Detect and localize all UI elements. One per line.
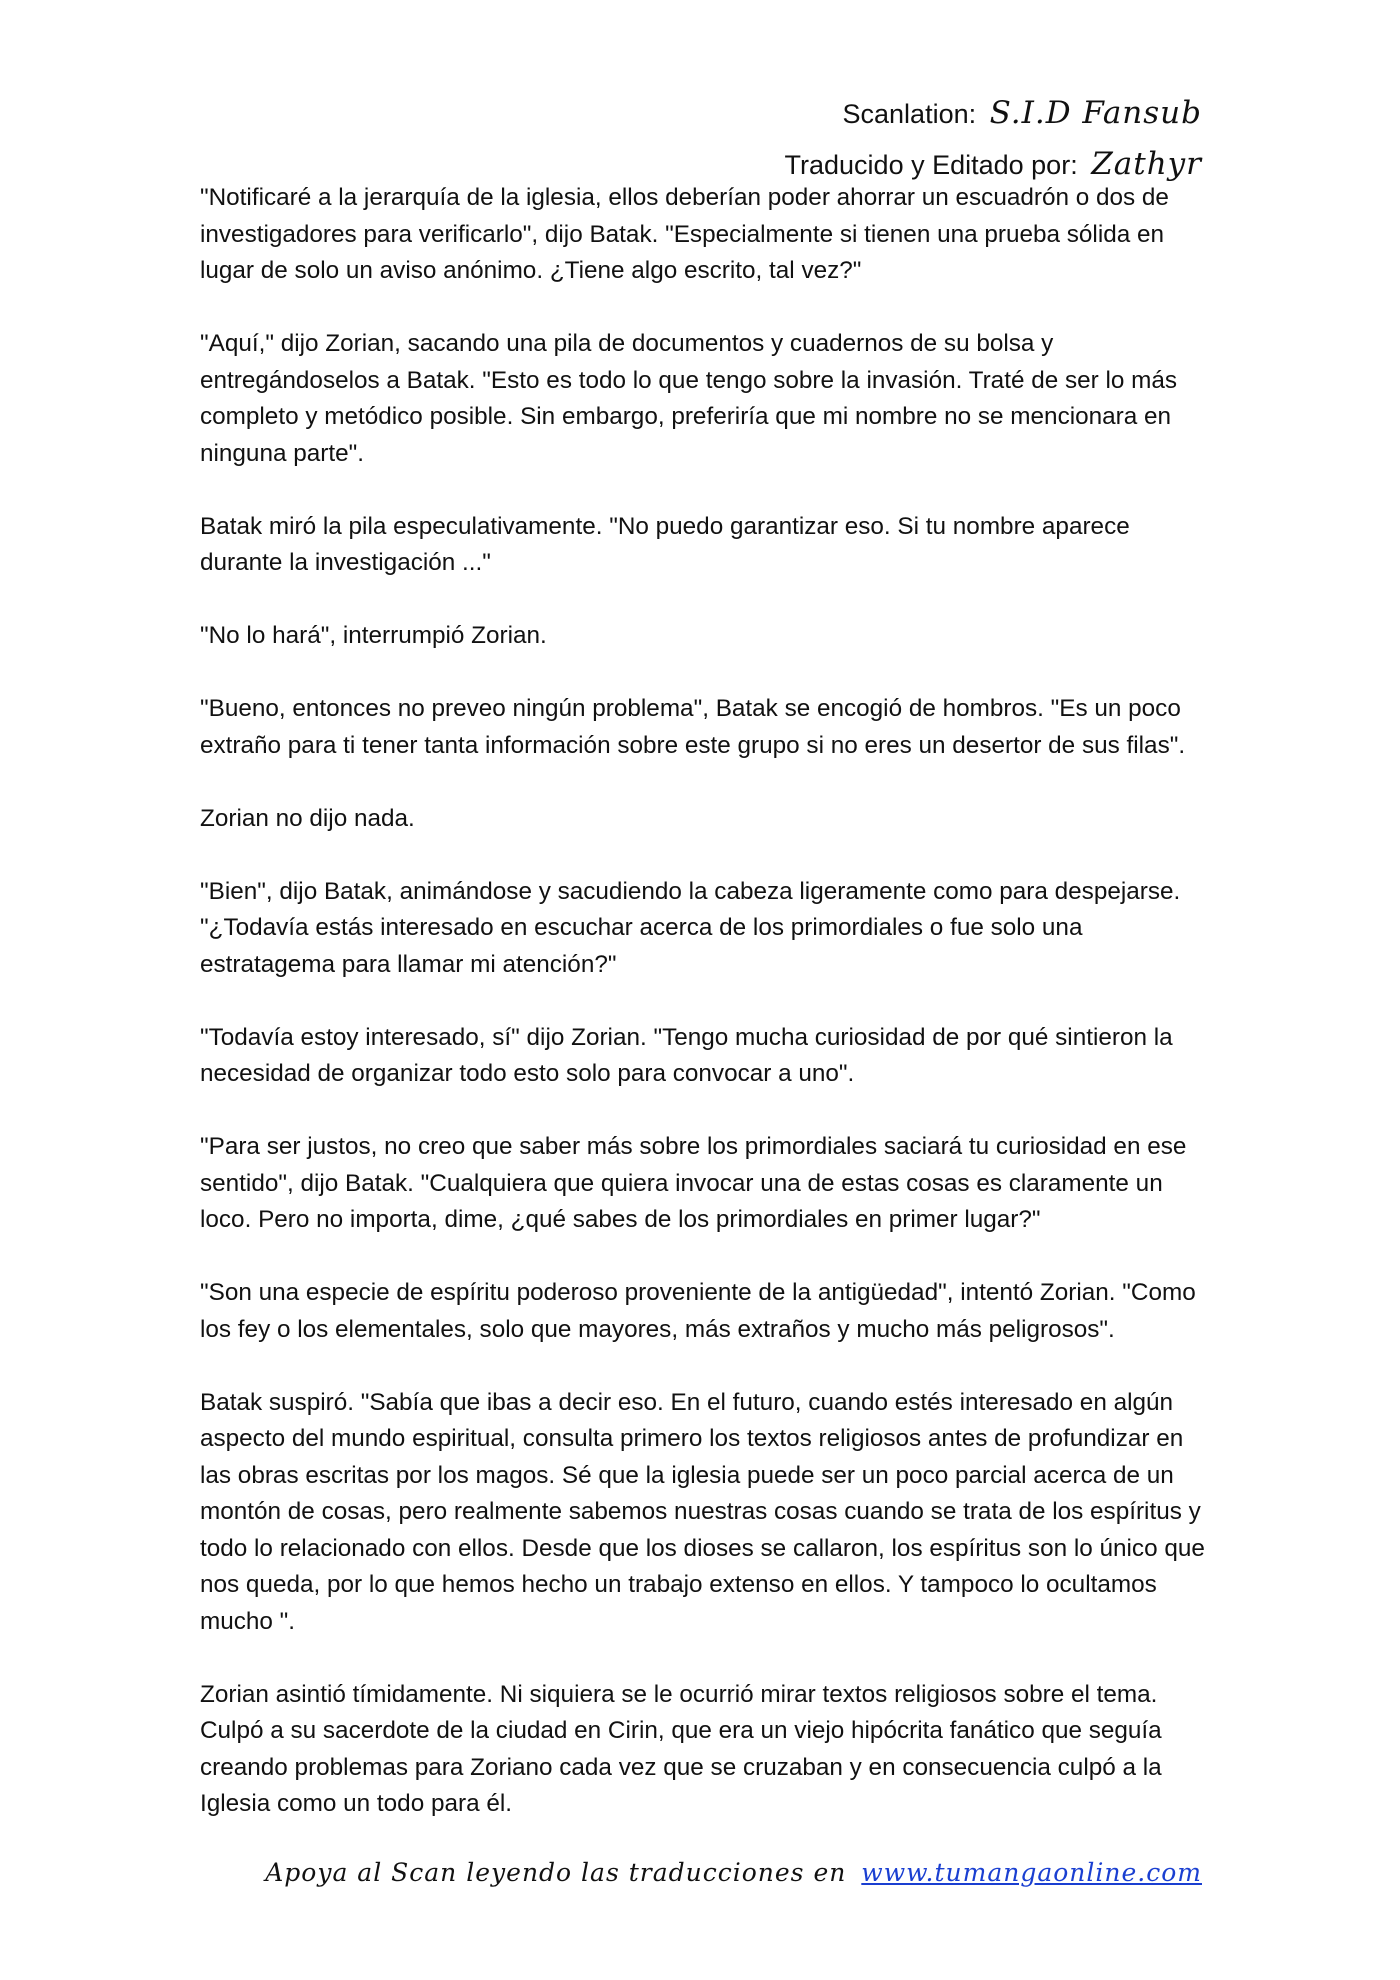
paragraph: "No lo hará", interrumpió Zorian. bbox=[200, 622, 547, 649]
footer bbox=[265, 1858, 1202, 1887]
translator-label: Traducido y Editado por: bbox=[784, 150, 1078, 180]
translator-name: Zathyr bbox=[1091, 146, 1202, 182]
paragraph: "Son una especie de espíritu poderoso proveniente de la antigüedad", intentó Zorian. "Como los fey o los elementales, solo que mayores, más extraños y mucho más peligrosos". bbox=[200, 1279, 1196, 1343]
paragraph: "Notificaré a la jerarquía de la iglesia, ellos deberían poder ahorrar un escuadrón o dos de investigadores para verificarlo", dijo Batak. "Especialmente si tienen una prueba sólida en lugar de solo un aviso anónimo. ¿Tiene algo escrito, tal vez?" bbox=[200, 184, 1169, 284]
footer-text: Apoya al Scan leyendo las traducciones en bbox=[265, 1858, 847, 1887]
footer-link[interactable]: www.tumangaonline.com bbox=[861, 1858, 1202, 1887]
paragraph: "Aquí," dijo Zorian, sacando una pila de documentos y cuadernos de su bolsa y entregándoselos a Batak. "Esto es todo lo que tengo sobre la invasión. Traté de ser lo más completo y metódico posible. Sin embargo, preferiría que mi nombre no se mencionara en ninguna parte". bbox=[200, 330, 1178, 467]
paragraph: Zorian no dijo nada. bbox=[200, 804, 415, 832]
credits-header bbox=[785, 88, 1202, 190]
document-body bbox=[200, 180, 1205, 1859]
scanlation-credit bbox=[785, 88, 1202, 139]
paragraph: Batak miró la pila especulativamente. "No puedo garantizar eso. Si tu nombre aparece durante la investigación ..." bbox=[200, 512, 1130, 576]
paragraph: "Bueno, entonces no preveo ningún problema", Batak se encogió de hombros. "Es un poco extraño para ti tener tanta información sobre este grupo si no eres un desertor de sus filas". bbox=[200, 695, 1186, 759]
paragraph: "Todavía estoy interesado, sí" dijo Zorian. "Tengo mucha curiosidad de por qué sintieron la necesidad de organizar todo esto solo para convocar a uno". bbox=[200, 1023, 1173, 1087]
paragraph: "Para ser justos, no creo que saber más sobre los primordiales saciará tu curiosidad en ese sentido", dijo Batak. "Cualquiera que quiera invocar una de estas cosas es claramente un loco. Pero no importa, dime, ¿qué sabes de los primordiales en primer lugar?" bbox=[200, 1133, 1187, 1233]
paragraph: Batak suspiró. "Sabía que ibas a decir eso. En el futuro, cuando estés interesado en algún aspecto del mundo espiritual, consulta primero los textos religiosos antes de profundizar en las obras escritas por los magos. Sé que la iglesia puede ser un poco parcial acerca de un montón de cosas, pero realmente sabemos nuestras cosas cuando se trata de los espíritus y todo lo relacionado con ellos. Desde que los dioses se callaron, los espíritus son lo único que nos queda, por lo que hemos hecho un trabajo extenso en ellos. Y tampoco lo ocultamos mucho ". bbox=[200, 1388, 1205, 1635]
scanlation-label: Scanlation: bbox=[842, 99, 977, 129]
paragraph: "Bien", dijo Batak, animándose y sacudiendo la cabeza ligeramente como para despejarse. "¿Todavía estás interesado en escuchar acerca de los primordiales o fue solo una estratagema para llamar mi atención?" bbox=[200, 877, 1181, 978]
scanlation-group: S.I.D Fansub bbox=[989, 95, 1202, 131]
paragraph: Zorian asintió tímidamente. Ni siquiera se le ocurrió mirar textos religiosos sobre el tema. Culpó a su sacerdote de la ciudad en Cirin, que era un viejo hipócrita fanático que seguía creando problemas para Zoriano cada vez que se cruzaban y en consecuencia culpó a la Iglesia como un todo para él. bbox=[200, 1680, 1162, 1817]
